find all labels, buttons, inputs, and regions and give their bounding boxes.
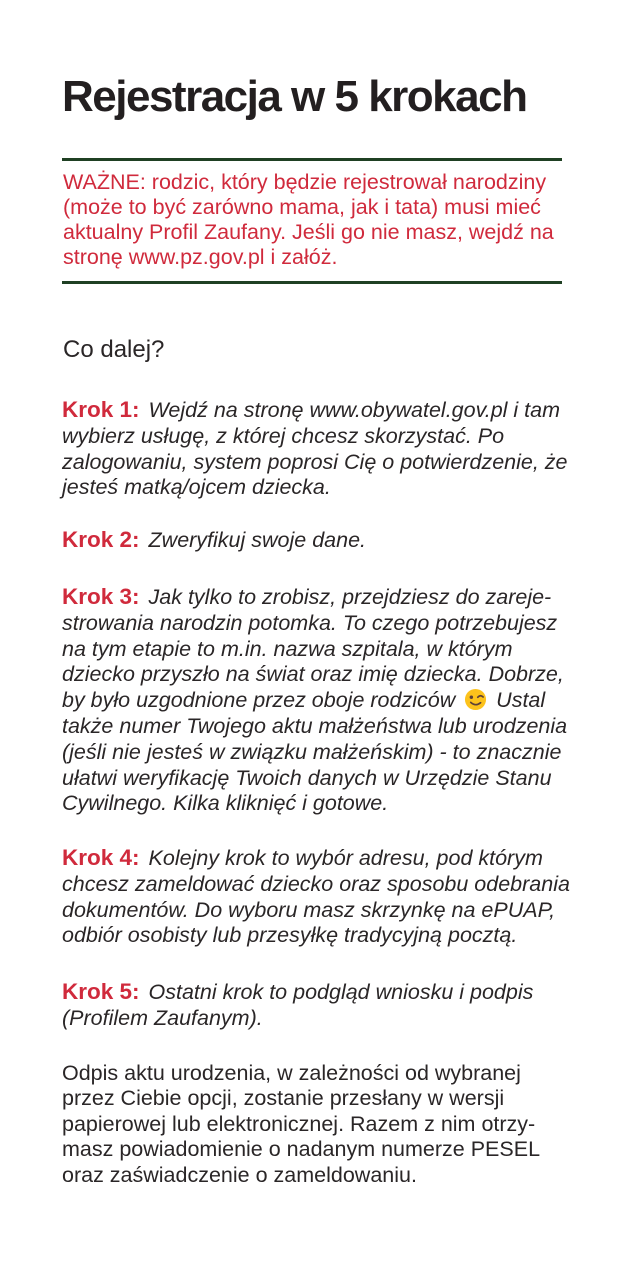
step-body-2: Zweryfikuj swoje dane.: [148, 528, 367, 552]
step-section-5: [62, 979, 533, 1032]
step-body-4: Kolejny krok to wybór adresu, pod którym chcesz zameldować dziecko oraz sposobu odebrania dokumentów. Do wyboru masz skrzynkę na ePUAP, odbiór osobisty lub przesyłkę tradycyjną pocztą.: [62, 846, 570, 948]
step-label-5: Krok 5:: [62, 979, 140, 1004]
step-label-4: Krok 4:: [62, 845, 140, 870]
subheading: Co dalej?: [63, 336, 165, 363]
step-body-5: Ostatni krok to podgląd wniosku i podpis (Profilem Zaufanym).: [62, 980, 534, 1030]
wink-emoji-icon: [464, 688, 487, 711]
closing-paragraph: Odpis aktu urodzenia, w zależności od wybranej przez Ciebie opcji, zostanie przesłany w wersji papierowej lub elektronicznej. Razem z nim otrzy- masz powiadomienie o nadanym numerze PESEL oraz zaświadczenie o zameldowaniu.: [62, 1061, 541, 1187]
step-section-1: [62, 397, 568, 501]
important-notice: WAŻNE: rodzic, który będzie rejestrował narodziny (może to być zarówno mama, jak i tata) musi mieć aktualny Profil Zaufany. Jeśli go nie masz, wejdź na stronę www.pz.gov.pl i załóż.: [63, 170, 554, 269]
step-body-1: Wejdź na stronę www.obywatel.gov.pl i tam wybierz usługę, z której chcesz skorzystać. Po zalogowaniu, system poprosi Cię o potwierdzenie, że jesteś matką/ojcem dziecka.: [62, 398, 568, 500]
step-label-2: Krok 2:: [62, 527, 140, 552]
step-section-3: [62, 584, 567, 817]
divider-line-bottom: [62, 281, 562, 284]
step-body-3: Jak tylko to zrobisz, przejdziesz do zareje- strowania narodzin potomka. To czego potrzebujesz na tym etapie to m.in. nazwa szpitala, w którym dziecko przyszło na świat oraz imię dziecka. Dobrze, by było uzgodnione przez oboje rodziców Ustal także numer Twojego aktu małżeństwa lub urodzenia (jeśli nie jesteś w związku małżeńskim) - to znacznie ułatwi weryfikację Twoich danych w Urzędzie Stanu Cywilnego. Kilka kliknięć i gotowe.: [62, 585, 568, 816]
step-section-4: [62, 845, 570, 949]
step-label-1: Krok 1:: [62, 397, 140, 422]
step-section-2: [62, 527, 366, 554]
page-title: Rejestracja w 5 krokach: [62, 72, 527, 121]
step-label-3: Krok 3:: [62, 584, 140, 609]
divider-line-top: [62, 158, 562, 161]
